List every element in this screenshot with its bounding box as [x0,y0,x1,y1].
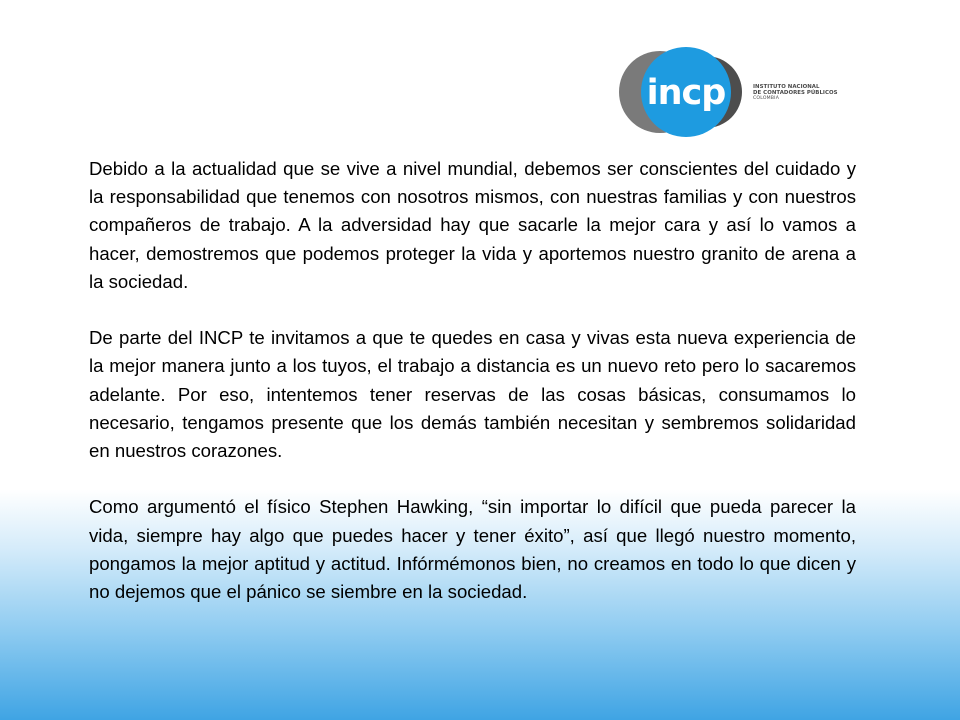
logo-line-2: DE CONTADORES PÚBLICOS [753,90,838,96]
logo-line-3: COLOMBIA [753,96,780,101]
paragraph-2: De parte del INCP te invitamos a que te quedes en casa y vivas esta nueva experiencia de la mejor manera junto a los tuyos, el trabajo a distancia es un nuevo reto pero lo sacaremos adelante. Por eso, intentemos tener reservas de las cosas básicas, consumamos lo necesario, tengamos presente que los demás también necesitan y sembremos solidaridad en nuestros corazones. [89,327,856,462]
paragraph-3: Como argumentó el físico Stephen Hawking, “sin importar lo difícil que pueda parecer la vida, siempre hay algo que puedes hacer y tener éxito”, así que llegó nuestro momento, pongamos la mejor aptitud y actitud. Infórmémonos bien, no creamos en todo lo que dicen y no dejemos que el pánico se siembre en la sociedad. [89,496,856,603]
paragraph-1: Debido a la actualidad que se vive a nivel mundial, debemos ser conscientes del cuidado y la responsabilidad que tenemos con nosotros mismos, con nuestras familias y con nuestros compañeros de trabajo. A la adversidad hay que sacarle la mejor cara y así lo vamos a hacer, demostremos que podemos proteger la vida y aportemos nuestro granito de arena a la sociedad. [89,158,856,292]
logo-caption [753,84,838,102]
logo-brand-text: incp [646,73,726,113]
incp-logo-icon [618,44,753,140]
incp-logo [618,44,858,140]
message-body [89,155,856,634]
logo-line-1: INSTITUTO NACIONAL [753,84,820,90]
